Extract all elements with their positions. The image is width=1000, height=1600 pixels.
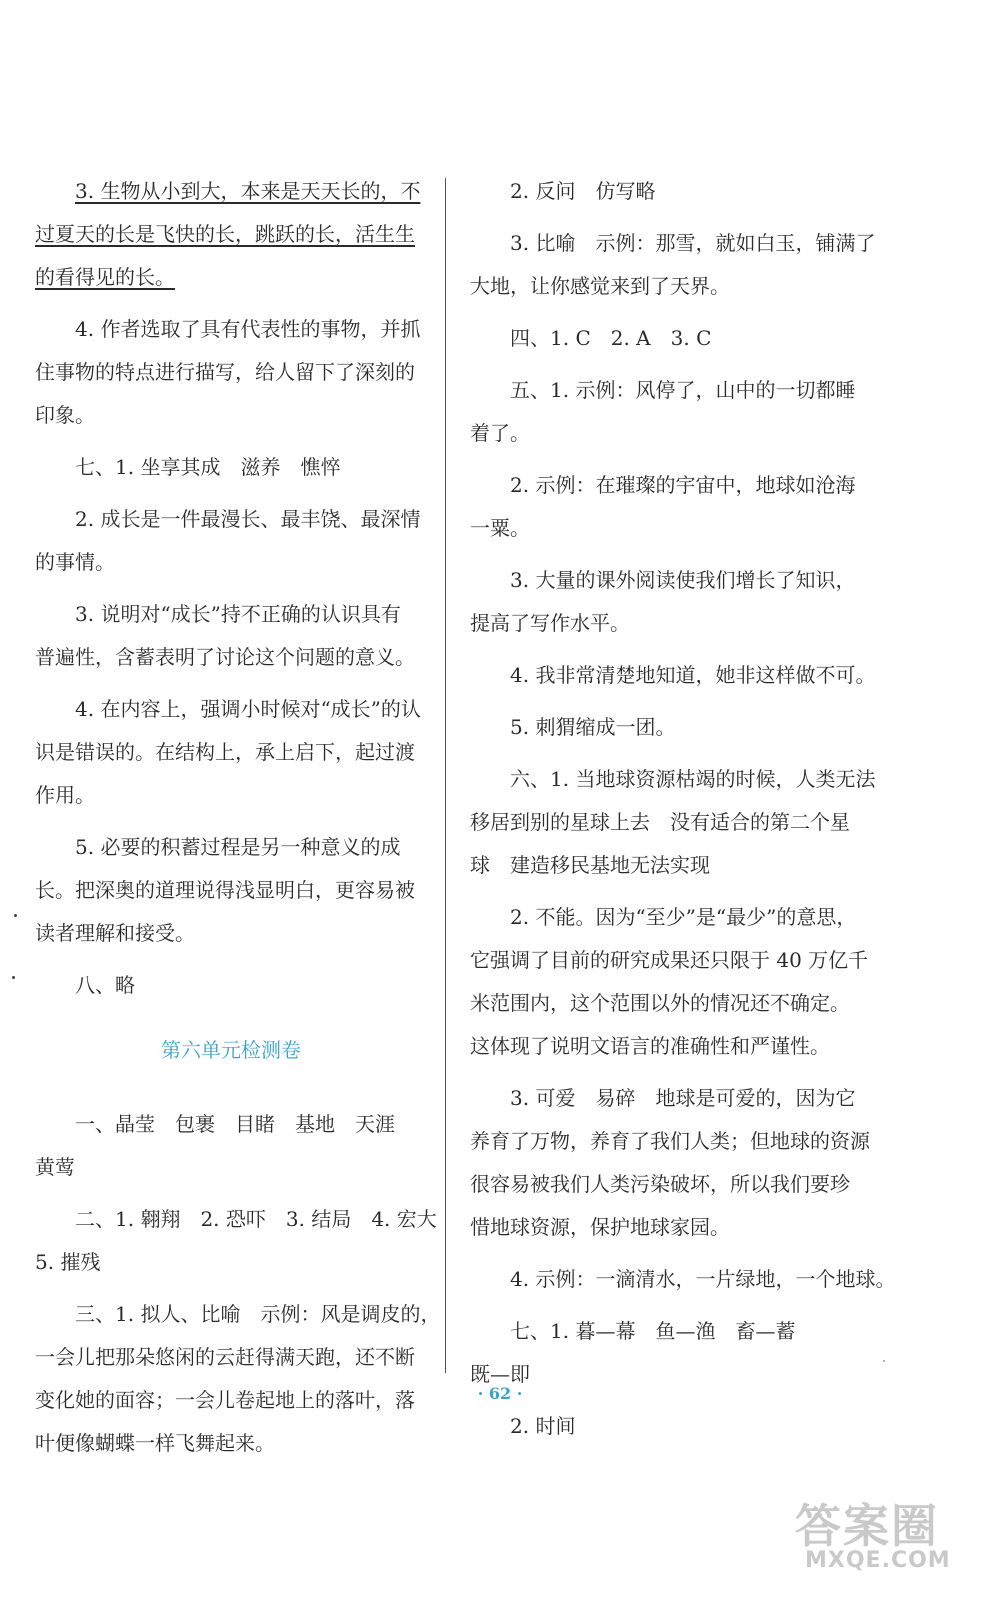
- text-line: 这体现了说明文语言的准确性和严谨性。: [470, 1034, 830, 1058]
- page-number: · 62 ·: [477, 1384, 523, 1403]
- text-line: 米范围内，这个范围以外的情况还不确定。: [470, 991, 850, 1015]
- answer-section-3: [35, 1293, 441, 1465]
- text-line: 二、1. 翱翔 2. 恐吓 3. 结局 4. 宏大: [75, 1207, 437, 1231]
- answer-section-1: [35, 1103, 427, 1189]
- text-line: 的事情。: [35, 550, 115, 574]
- answer-7-2: [35, 498, 427, 584]
- answer-6-3: [470, 1077, 870, 1249]
- text-line: 很容易被我们人类污染破坏，所以我们要珍: [470, 1172, 850, 1196]
- text-line: 住事物的特点进行描写，给人留下了深刻的: [35, 360, 415, 384]
- text-line: 一会儿把那朵悠闲的云赶得满天跑，还不断: [35, 1345, 415, 1369]
- text-line: 读者理解和接受。: [35, 921, 195, 945]
- answer-6-2: [470, 896, 869, 1068]
- answer-7-4: [35, 688, 427, 817]
- text-line: 3. 大量的课外阅读使我们增长了知识，: [510, 568, 856, 592]
- watermark-logo: [795, 1490, 975, 1580]
- scan-speck: [12, 976, 15, 979]
- text-line: 叶便像蝴蝶一样飞舞起来。: [35, 1431, 275, 1455]
- answer-section-8: 八、略: [75, 973, 135, 997]
- text-line: 5. 必要的积蓄过程是另一种意义的成: [75, 835, 401, 859]
- answer-4: [35, 308, 427, 437]
- text-line: 3. 比喻 示例：那雪，就如白玉，铺满了: [510, 231, 876, 255]
- text-line: 移居到别的星球上去 没有适合的第二个星: [470, 810, 850, 834]
- text-line: 普遍性，含蓄表明了讨论这个问题的意义。: [35, 645, 415, 669]
- column-divider: [445, 178, 446, 1373]
- answer-5-1: [470, 369, 856, 455]
- scan-speck: [883, 1360, 885, 1362]
- text-line: 4. 作者选取了具有代表性的事物，并抓: [75, 317, 421, 341]
- answer-section-4: 四、1. C 2. A 3. C: [510, 326, 712, 350]
- text-line: 识是错误的。在结构上，承上启下，起过渡: [35, 740, 415, 764]
- text-line: 印象。: [35, 403, 95, 427]
- text-line: 3. 说明对“成长”持不正确的认识具有: [75, 602, 401, 626]
- answer-7-5: [35, 826, 427, 955]
- text-line: 一粟。: [470, 516, 530, 540]
- text-line: 六、1. 当地球资源枯竭的时候，人类无法: [510, 767, 876, 791]
- text-line: 惜地球资源，保护地球家园。: [470, 1215, 730, 1239]
- right-column: [470, 170, 896, 1448]
- text-line: 一、晶莹 包裹 目睹 基地 天涯: [75, 1112, 395, 1136]
- answer-3-3: [470, 222, 876, 308]
- text-line: 五、1. 示例：风停了，山中的一切都睡: [510, 378, 856, 402]
- text-line: 既—即: [470, 1362, 530, 1386]
- text-line: 三、1. 拟人、比喻 示例：风是调皮的，: [75, 1302, 441, 1326]
- watermark-text: 答案圈: [795, 1499, 939, 1553]
- answer-3-2: 2. 反问 仿写略: [510, 179, 656, 203]
- answer-7-3: [35, 593, 427, 679]
- text-line: 着了。: [470, 421, 530, 445]
- text-line: 过夏天的长是飞快的长，跳跃的长，活生生: [35, 222, 415, 246]
- text-line: 3. 生物从小到大，本来是天天长的，不: [75, 179, 421, 203]
- answer-5-2: [470, 464, 856, 550]
- answer-6-4: 4. 示例：一滴清水，一片绿地，一个地球。: [510, 1267, 896, 1291]
- text-line: 2. 成长是一件最漫长、最丰饶、最深情: [75, 507, 421, 531]
- answer-5-3: [470, 559, 856, 645]
- text-line: 七、1. 暮—幕 鱼—渔 畜—蓄: [510, 1319, 796, 1343]
- text-line: 2. 示例：在璀璨的宇宙中，地球如沧海: [510, 473, 856, 497]
- answer-section-7-1: 七、1. 坐享其成 滋养 憔悴: [75, 455, 341, 479]
- scan-speck: [14, 914, 17, 917]
- answer-3-underlined: [35, 170, 427, 299]
- text-line: 2. 不能。因为“至少”是“最少”的意思，: [510, 905, 857, 929]
- answer-section-2: [35, 1198, 437, 1284]
- text-line: 黄莺: [35, 1155, 75, 1179]
- watermark-url: MXQE.COM: [805, 1548, 951, 1573]
- text-line: 大地，让你感觉来到了天界。: [470, 274, 730, 298]
- text-line: 4. 在内容上，强调小时候对“成长”的认: [75, 697, 421, 721]
- left-column: [35, 170, 441, 1465]
- text-line: 作用。: [35, 783, 95, 807]
- text-line: 的看得见的长。: [35, 265, 175, 289]
- text-line: 5. 摧残: [35, 1250, 101, 1274]
- text-line: 球 建造移民基地无法实现: [470, 853, 710, 877]
- text-line: 提高了写作水平。: [470, 611, 630, 635]
- text-line: 长。把深奥的道理说得浅显明白，更容易被: [35, 878, 415, 902]
- answer-6-1: [470, 758, 876, 887]
- section-title: 第六单元检测卷: [161, 1038, 301, 1062]
- answer-7-2-right: 2. 时间: [510, 1414, 576, 1438]
- text-line: 它强调了目前的研究成果还只限于 40 万亿千: [470, 948, 869, 972]
- text-line: 3. 可爱 易碎 地球是可爱的，因为它: [510, 1086, 856, 1110]
- text-line: 变化她的面容；一会儿卷起地上的落叶，落: [35, 1388, 415, 1412]
- text-line: 养育了万物，养育了我们人类；但地球的资源: [470, 1129, 870, 1153]
- answer-5-4: 4. 我非常清楚地知道，她非这样做不可。: [510, 663, 876, 687]
- answer-5-5: 5. 刺猬缩成一团。: [510, 715, 676, 739]
